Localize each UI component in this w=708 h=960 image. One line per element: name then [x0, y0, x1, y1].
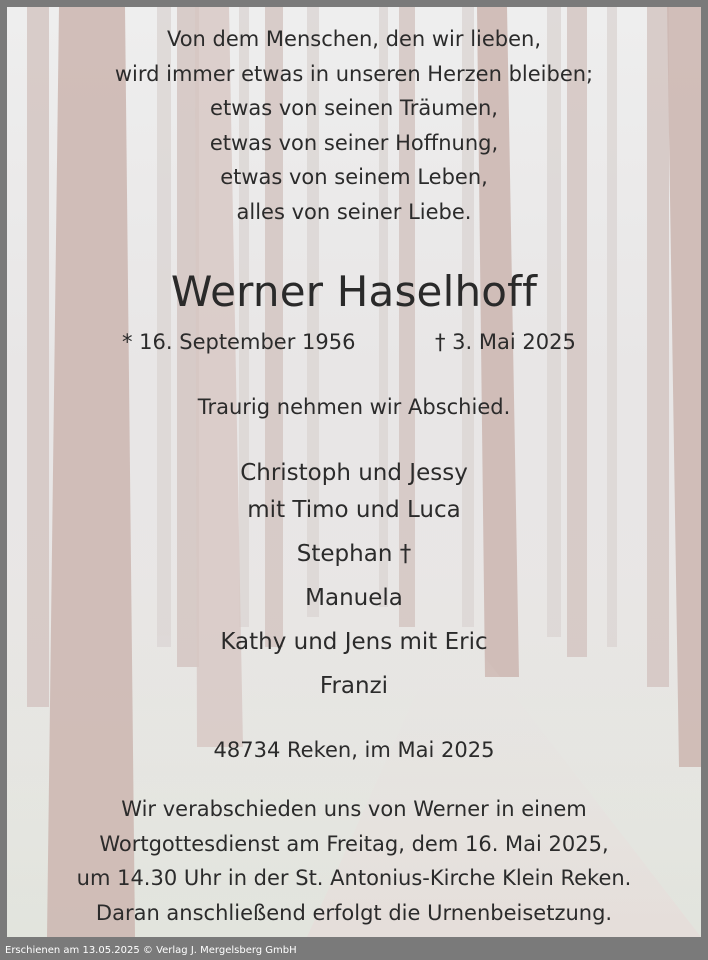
farewell-line: Traurig nehmen wir Abschied. [197, 395, 511, 419]
deceased-name: Werner Haselhoff [170, 267, 538, 316]
service-line: um 14.30 Uhr in der St. Antonius-Kirche Klein Reken. [76, 866, 632, 890]
place-and-date: 48734 Reken, im Mai 2025 [213, 738, 495, 762]
service-line: Wir verabschieden uns von Werner in einem [121, 797, 587, 821]
poem-line: wird immer etwas in unseren Herzen bleiben; [114, 61, 594, 86]
poem-line: etwas von seiner Hoffnung, [209, 130, 499, 155]
mourner-entry: Manuela [305, 585, 403, 611]
poem-line: etwas von seinem Leben, [220, 165, 488, 189]
mourner-entry: Franzi [319, 673, 389, 699]
publication-footer: Erschienen am 13.05.2025 © Verlag J. Mergelsberg GmbH [5, 945, 297, 956]
obituary-text [7, 7, 701, 937]
mourners-list [7, 455, 701, 705]
death-date: † 3. Mai 2025 [435, 330, 576, 354]
service-line: Wortgottesdienst am Freitag, dem 16. Mai 2025, [99, 831, 609, 856]
poem-line: alles von seiner Liebe. [236, 199, 472, 224]
mourner-entry: Stephan † [296, 541, 412, 567]
birth-date: * 16. September 1956 [122, 330, 356, 354]
mourner-entry: Christoph und Jessy [240, 460, 468, 486]
poem-line: etwas von seinen Träumen, [210, 96, 498, 120]
obituary-card [7, 7, 701, 937]
poem-line: Von dem Menschen, den wir lieben, [166, 27, 542, 51]
mourner-entry: mit Timo und Luca [247, 497, 461, 523]
service-information [7, 792, 701, 930]
memorial-poem [7, 22, 701, 229]
mourner-entry: Kathy und Jens mit Eric [220, 629, 488, 655]
service-line: Daran anschließend erfolgt die Urnenbeisetzung. [95, 900, 613, 925]
